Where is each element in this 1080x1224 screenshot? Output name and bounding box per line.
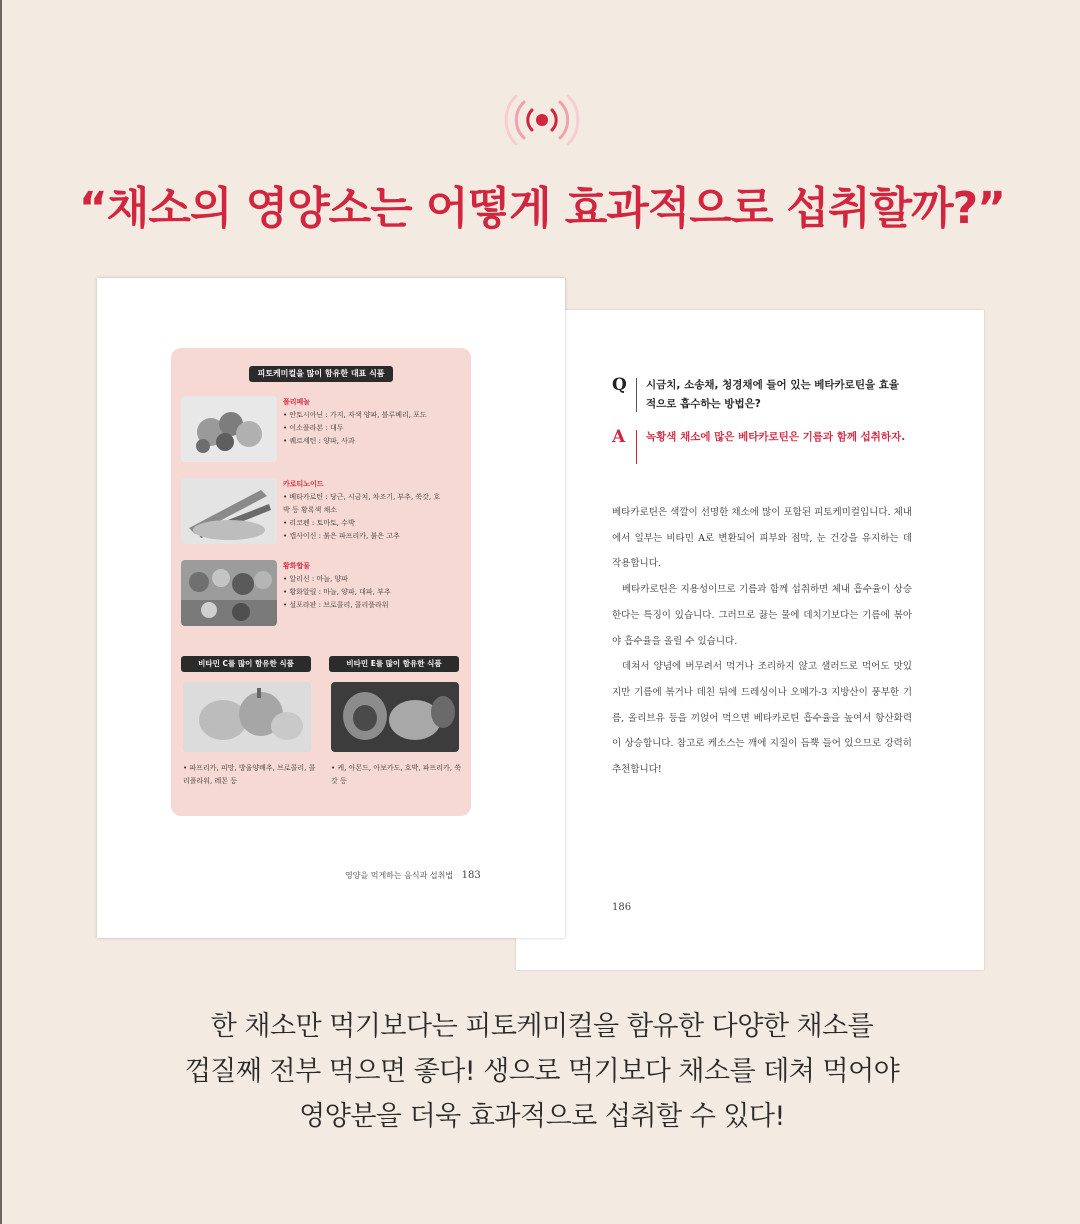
food-group-carotenoid (181, 478, 471, 544)
caption-line: 껍질째 전부 먹으면 좋다! 생으로 먹기보다 채소를 데쳐 먹어야 (184, 1056, 900, 1087)
book-page-right (516, 310, 984, 970)
vitamin-c-title: 비타민 C를 많이 함유한 식품 (181, 656, 311, 672)
food-line: • 이소플라본 : 대두 (283, 424, 344, 432)
broadcast-signal-icon (502, 88, 582, 152)
food-line: • 리코펜 : 토마토, 수박 (283, 519, 355, 527)
question-letter: Q (612, 375, 627, 395)
food-category: 황화합물 (283, 562, 311, 570)
vitamin-c-text: • 파프리카, 피망, 방울양배추, 브로콜리, 콜리플라워, 레몬 등 (183, 764, 316, 785)
paragraph: 데쳐서 양념에 버무려서 먹거나 조리하지 않고 샐러드로 먹어도 맛있지만 기름에 볶거나 데친 뒤에 드레싱이나 오메가-3 지방산이 풍부한 기름, 올리브유 등을 끼얹어 먹으면 베타카로틴 흡수율을 높여서 항산화력이 상승합니다. 참고로 케소스는 깨에 지질이 듬뿍 들어 있으므로 강력히 추천합니다! (612, 661, 912, 776)
market-photo (181, 560, 277, 626)
food-line: • 베타카로틴 : 당근, 시금치, 차조기, 부추, 쑥갓, 호 (283, 493, 441, 501)
food-group-text (283, 396, 467, 448)
food-line: • 캡사이신 : 붉은 파프리카, 붉은 고추 (283, 532, 400, 540)
headline: “채소의 영양소는 어떻게 효과적으로 섭취할까?” (78, 183, 1006, 234)
food-group-sulfur (181, 560, 471, 626)
question-text: 시금치, 소송채, 청경채에 들어 있는 베타카로틴을 효율적으로 흡수하는 방법은? (646, 379, 900, 410)
food-line: • 퀘르세틴 : 양파, 사과 (283, 437, 355, 445)
food-group-text (283, 478, 467, 543)
food-line: • 알리신 : 마늘, 양파 (283, 575, 348, 583)
page-number-right: 186 (612, 902, 632, 913)
panel-title: 피토케미컬을 많이 함유한 대표 식품 (249, 366, 393, 382)
caption (2, 1004, 1080, 1139)
food-group-polyphenol (181, 396, 471, 462)
phytochemical-food-panel (171, 348, 471, 816)
food-group-text (283, 560, 467, 612)
pepper-photo (183, 682, 311, 752)
paragraph: 베타카로틴은 지용성이므로 기름과 함께 섭취하면 체내 흡수율이 상승한다는 특징이 있습니다. 그러므로 끓는 물에 데치기보다는 기름에 볶아야 흡수율을 올릴 수 있습니다. (612, 584, 912, 647)
question-divider (636, 378, 637, 412)
vegetable-photo (181, 478, 277, 544)
running-footer: 영양을 먹게하는 음식과 섭취법 (345, 871, 454, 880)
food-category: 폴리페놀 (283, 398, 311, 406)
food-line: 박 등 황록색 채소 (283, 506, 338, 514)
answer-divider (636, 430, 637, 464)
food-line: • 설포라판 : 브로콜리, 콜리플라워 (283, 601, 389, 609)
food-line: • 안토시아닌 : 가지, 자색 양파, 블루베리, 포도 (283, 411, 427, 419)
paragraph: 베타카로틴은 색깔이 선명한 채소에 많이 포함된 피토케미컬입니다. 체내에서 일부는 비타민 A로 변환되어 피부와 점막, 눈 건강을 유지하는 데 작용합니다. (612, 507, 912, 570)
caption-line: 한 채소만 먹기보다는 피토케미컬을 함유한 다양한 채소를 (210, 1011, 874, 1042)
answer-text: 녹황색 채소에 많은 베타카로틴은 기름과 함께 섭취하자. (646, 431, 906, 443)
answer-letter: A (612, 427, 626, 447)
page-footer-left (345, 870, 481, 881)
body-text (612, 500, 912, 783)
avocado-photo (331, 682, 459, 752)
vitamin-e-title: 비타민 E를 많이 함유한 식품 (329, 656, 459, 672)
caption-line: 영양분을 더욱 효과적으로 섭취할 수 있다! (299, 1101, 785, 1132)
vitamin-e-text: • 케, 아몬드, 아보카도, 호박, 파프리카, 쑥갓 등 (331, 764, 462, 785)
book-page-left (97, 278, 565, 938)
food-line: • 황화알릴 : 마늘, 양파, 대파, 부추 (283, 588, 391, 596)
food-category: 카로티노이드 (283, 480, 324, 488)
page-number-left: 183 (461, 870, 481, 881)
fruit-photo (181, 396, 277, 462)
